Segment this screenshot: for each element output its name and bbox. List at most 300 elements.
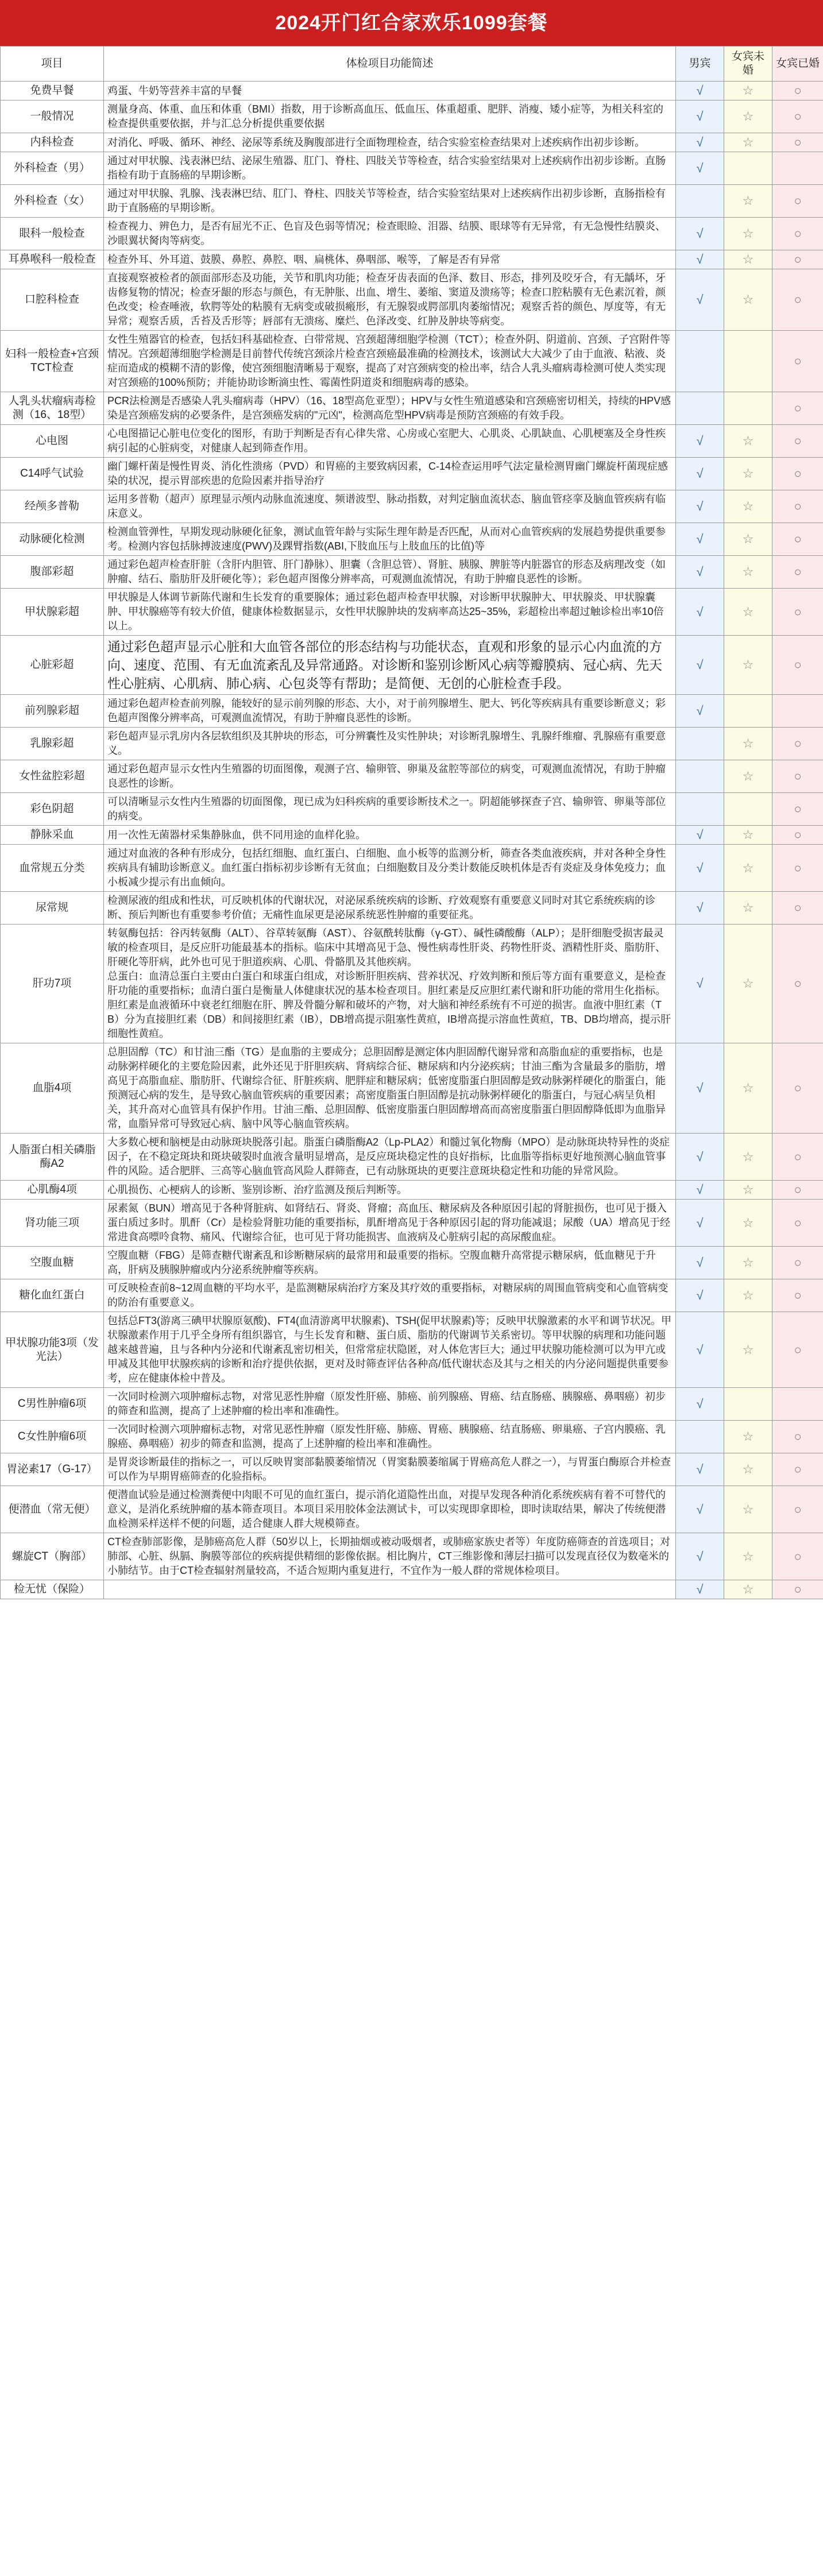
circle-symbol: ○	[794, 604, 802, 619]
circle-symbol: ○	[794, 769, 802, 783]
circle-symbol: ○	[794, 1081, 802, 1095]
female-married-mark	[772, 133, 823, 152]
check-symbol: √	[696, 1502, 704, 1517]
table-row	[1, 331, 823, 392]
circle-symbol: ○	[794, 135, 802, 149]
table-row	[1, 269, 823, 331]
check-symbol: √	[696, 532, 704, 546]
female-married-mark	[772, 185, 823, 218]
star-symbol: ☆	[742, 657, 754, 672]
circle-symbol: ○	[794, 109, 802, 123]
male-mark	[676, 1533, 724, 1580]
female-married-mark	[772, 1200, 823, 1247]
female-married-mark	[772, 1043, 823, 1134]
check-symbol: √	[696, 135, 704, 149]
header-female-unmarried: 女宾未婚	[724, 47, 772, 82]
female-married-mark	[772, 1453, 823, 1486]
table-row	[1, 695, 823, 728]
table-row	[1, 1279, 823, 1312]
exam-item-description: 鸡蛋、牛奶等营养丰富的早餐	[104, 82, 676, 100]
exam-item-description: 是胃炎诊断最佳的指标之一，可以反映胃窦部黏膜萎缩情况（胃窦黏膜萎缩属于胃癌高危人群之一），与胃蛋白酶原合并检查可以作为早期胃癌筛查的化验指标。	[104, 1453, 676, 1486]
female-unmarried-mark	[724, 1580, 772, 1599]
exam-item-name: 动脉硬化检测	[1, 523, 104, 556]
female-unmarried-mark	[724, 845, 772, 892]
table-header-row	[1, 47, 823, 82]
male-mark	[676, 695, 724, 728]
female-unmarried-mark	[724, 490, 772, 523]
exam-item-description: 通过对血液的各种有形成分，包括红细胞、血红蛋白、白细胞、血小板等的监测分析，筛查各类血液疾病，并对各种全身性疾病具有辅助诊断意义。血红蛋白指标初步诊断有无贫血；白细胞数目及分类计数能反映机体是否有炎症及身体免疫力；血小板减少提示有出血倾向。	[104, 845, 676, 892]
table-row	[1, 523, 823, 556]
circle-symbol: ○	[794, 1288, 802, 1302]
male-mark	[676, 100, 724, 133]
female-married-mark	[772, 490, 823, 523]
female-married-mark	[772, 1486, 823, 1533]
circle-symbol: ○	[794, 194, 802, 208]
star-symbol: ☆	[742, 1582, 754, 1596]
exam-item-name: 腹部彩超	[1, 556, 104, 589]
female-married-mark	[772, 1247, 823, 1279]
table-row	[1, 133, 823, 152]
male-mark	[676, 892, 724, 925]
male-mark	[676, 1200, 724, 1247]
exam-item-description: 通过彩色超声检查前列腺，能较好的显示前列腺的形态、大小，对于前列腺增生、肥大、钙化等疾病具有重要诊断意义；彩色超声图像分辨率高，可观测血流情况，有助于肿瘤良恶性的诊断。	[104, 695, 676, 728]
female-unmarried-mark	[724, 185, 772, 218]
exam-item-name: 外科检查（男）	[1, 152, 104, 185]
exam-item-name: 空腹血糖	[1, 1247, 104, 1279]
female-married-mark	[772, 589, 823, 636]
check-symbol: √	[696, 1081, 704, 1095]
exam-item-description: CT检查肺部影像，是肺癌高危人群（50岁以上，长期抽烟或被动吸烟者，或肺癌家族史者等）年度防癌筛查的首选项目；对肺部、心脏、纵膈、胸膜等部位的疾病提供精细的影像依据。相比胸片，CT三维影像和薄层扫描可以发现直径仅为数毫米的小肺结节。由于CT检查辐射剂量较高，不适合短期内重复进行，不宜作为一般人群的常规体检项目。	[104, 1533, 676, 1580]
circle-symbol: ○	[794, 1342, 802, 1357]
male-mark	[676, 1043, 724, 1134]
exam-item-description: 甲状腺是人体调节新陈代谢和生长发育的重要腺体；通过彩色超声检查甲状腺，对诊断甲状腺肿大、甲状腺炎、甲状腺囊肿、甲状腺癌等有较大价值，健康体检数据显示，女性甲状腺肿块的发病率高达25~35%，彩超检出率超过触诊检出率10倍以上。	[104, 589, 676, 636]
star-symbol: ☆	[742, 1182, 754, 1197]
female-married-mark	[772, 1421, 823, 1453]
table-row	[1, 925, 823, 1043]
exam-item-name: 眼科一般检查	[1, 218, 104, 250]
circle-symbol: ○	[794, 434, 802, 448]
exam-item-name: 外科检查（女）	[1, 185, 104, 218]
check-symbol: √	[696, 604, 704, 619]
circle-symbol: ○	[794, 292, 802, 307]
table-row	[1, 1043, 823, 1134]
check-symbol: √	[696, 161, 704, 175]
male-mark	[676, 523, 724, 556]
table-row	[1, 1388, 823, 1421]
circle-symbol: ○	[794, 736, 802, 751]
female-married-mark	[772, 250, 823, 269]
female-married-mark	[772, 1388, 823, 1421]
female-married-mark	[772, 1533, 823, 1580]
exam-item-description: 一次同时检测六项肿瘤标志物，对常见恶性肿瘤（原发性肝癌、肺癌、胃癌、胰腺癌、结直肠癌、卵巢癌、子宫内膜癌、乳腺癌、鼻咽癌）初步的筛查和监测，提高了上述肿瘤的检出率和准确性。	[104, 1421, 676, 1453]
circle-symbol: ○	[794, 1502, 802, 1517]
female-unmarried-mark	[724, 1533, 772, 1580]
female-married-mark	[772, 892, 823, 925]
female-married-mark	[772, 82, 823, 100]
female-unmarried-mark	[724, 925, 772, 1043]
star-symbol: ☆	[742, 604, 754, 619]
male-mark	[676, 490, 724, 523]
male-mark	[676, 1312, 724, 1388]
star-symbol: ☆	[742, 1502, 754, 1517]
table-row	[1, 1181, 823, 1200]
header-item: 项目	[1, 47, 104, 82]
exam-item-description: 幽门螺杆菌是慢性胃炎、消化性溃疡（PVD）和胃癌的主要致病因素，C-14检查运用呼气法定量检测胃幽门螺旋杆菌现症感染的状况，提示胃部疾患的危险因素并指导治疗	[104, 458, 676, 490]
table-row	[1, 1247, 823, 1279]
table-row	[1, 100, 823, 133]
male-mark	[676, 793, 724, 826]
exam-item-description: 对消化、呼吸、循环、神经、泌尿等系统及胸腹部进行全面物理检查，结合实验室检查结果对上述疾病作出初步诊断。	[104, 133, 676, 152]
star-symbol: ☆	[742, 466, 754, 481]
exam-item-name: 糖化血红蛋白	[1, 1279, 104, 1312]
female-married-mark	[772, 392, 823, 425]
table-row	[1, 82, 823, 100]
exam-item-name: 耳鼻喉科一般检查	[1, 250, 104, 269]
female-unmarried-mark	[724, 760, 772, 793]
exam-item-description: 通过彩色超声显示女性内生殖器的切面图像，观测子宫、输卵管、卵巢及盆腔等部位的病变，可观测血流情况，有助于肿瘤良恶性的诊断。	[104, 760, 676, 793]
star-symbol: ☆	[742, 1255, 754, 1270]
circle-symbol: ○	[794, 1215, 802, 1230]
table-row	[1, 1200, 823, 1247]
table-row	[1, 185, 823, 218]
circle-symbol: ○	[794, 900, 802, 915]
exam-item-description: 通过对甲状腺、浅表淋巴结、泌尿生殖器、肛门、脊柱、四肢关节等检查，结合实验室结果对上述疾病作出初步诊断。直肠指检有助于直肠癌的早期诊断。	[104, 152, 676, 185]
female-married-mark	[772, 793, 823, 826]
male-mark	[676, 1247, 724, 1279]
female-unmarried-mark	[724, 392, 772, 425]
female-unmarried-mark	[724, 152, 772, 185]
female-unmarried-mark	[724, 556, 772, 589]
check-symbol: √	[696, 83, 704, 98]
male-mark	[676, 1181, 724, 1200]
star-symbol: ☆	[742, 226, 754, 241]
exam-item-description: 检查视力、辨色力，是否有屈光不正、色盲及色弱等情况；检查眼睑、泪器、结膜、眼球等有无异常，有无急慢性结膜炎、沙眼翼状胬肉等病变。	[104, 218, 676, 250]
female-unmarried-mark	[724, 793, 772, 826]
female-unmarried-mark	[724, 636, 772, 695]
star-symbol: ☆	[742, 1149, 754, 1164]
male-mark	[676, 845, 724, 892]
exam-item-description: 运用多普勒（超声）原理显示颅内动脉血流速度、频谱波型、脉动指数，对判定脑血流状态、脑血管痉挛及脑血管疾病有临床意义。	[104, 490, 676, 523]
female-married-mark	[772, 1181, 823, 1200]
check-symbol: √	[696, 657, 704, 672]
table-row	[1, 1580, 823, 1599]
female-married-mark	[772, 1134, 823, 1181]
package-title: 2024开门红合家欢乐1099套餐	[0, 0, 823, 46]
circle-symbol: ○	[794, 802, 802, 816]
check-symbol: √	[696, 499, 704, 513]
female-unmarried-mark	[724, 133, 772, 152]
table-row	[1, 250, 823, 269]
exam-item-description: 便潜血试验是通过检测粪便中肉眼不可见的血红蛋白，提示消化道隐性出血，对提早发现各种消化系统疾病有着不可替代的意义，是消化系统肿瘤的基本筛查项目。本项目采用胶体金法测试卡，可以实现即拿即检，即时读取结果，解决了传统便潜血检测采样送样不便的问题，适合健康人群大规模筛查。	[104, 1486, 676, 1533]
female-unmarried-mark	[724, 1181, 772, 1200]
exam-item-name: 妇科一般检查+宫颈TCT检查	[1, 331, 104, 392]
exam-item-name: 尿常规	[1, 892, 104, 925]
exam-item-name: 人脂蛋白相关磷脂酶A2	[1, 1134, 104, 1181]
female-unmarried-mark	[724, 826, 772, 845]
exam-item-description: 检测血管弹性，早期发现动脉硬化征象，测试血管年龄与实际生理年龄是否匹配，从而对心血管疾病的发展趋势提供重要参考。检测内容包括脉搏波速度(PWV)及踝臂指数(ABI,下肢血压与上肢血压的比值)等	[104, 523, 676, 556]
exam-item-name: 口腔科检查	[1, 269, 104, 331]
check-symbol: √	[696, 900, 704, 915]
table-row	[1, 425, 823, 458]
exam-item-name: 胃泌素17（G-17）	[1, 1453, 104, 1486]
exam-item-description: 检测尿液的组成和性状，可反映机体的代谢状况，对泌尿系统疾病的诊断、疗效观察有重要意义同时对其它系统疾病的诊断、预后判断也有重要参考价值；无痛性血尿更是泌尿系统恶性肿瘤的重要征兆。	[104, 892, 676, 925]
table-row	[1, 760, 823, 793]
exam-item-description: 总胆固醇（TC）和甘油三酯（TG）是血脂的主要成分；总胆固醇是测定体内胆固醇代谢异常和高脂血症的重要指标，也是动脉粥样硬化的主要危险因素，此外还见于肝胆疾病、肾病综合征、糖尿病和内分泌疾病；甘油三酯为含量最多的脂肪，增高见于高脂血症、脂肪肝、代谢综合征、肝脏疾病、肥胖症和糖尿病；低密度脂蛋白胆固醇是致动脉粥样硬化的脂蛋白，能预测冠心病的发生，是导致心脑血管疾病的重要因素；高密度脂蛋白胆固醇是抗动脉粥样硬化的脂蛋白，与冠心病呈负相关，其升高对心血管具有保护作用。甘油三酯、总胆固醇、低密度脂蛋白胆固醇增高而高密度脂蛋白胆固醇降低即为血脂异常，血脂异常可导致冠心病、脑中风等心脑血管疾病。	[104, 1043, 676, 1134]
male-mark	[676, 728, 724, 760]
female-married-mark	[772, 218, 823, 250]
circle-symbol: ○	[794, 1462, 802, 1476]
circle-symbol: ○	[794, 564, 802, 579]
exam-item-name: 女性盆腔彩超	[1, 760, 104, 793]
circle-symbol: ○	[794, 401, 802, 415]
table-row	[1, 728, 823, 760]
circle-symbol: ○	[794, 466, 802, 481]
exam-item-description: 检查外耳、外耳道、鼓膜、鼻腔、鼻腔、咽、扁桃体、鼻咽部、喉等，了解是否有异常	[104, 250, 676, 269]
female-unmarried-mark	[724, 695, 772, 728]
exam-item-description: 心肌损伤、心梗病人的诊断、鉴别诊断、治疗监测及预后判断等。	[104, 1181, 676, 1200]
check-symbol: √	[696, 292, 704, 307]
male-mark	[676, 589, 724, 636]
exam-item-name: 心肌酶4项	[1, 1181, 104, 1200]
star-symbol: ☆	[742, 499, 754, 513]
check-symbol: √	[696, 109, 704, 123]
exam-item-description: 一次同时检测六项肿瘤标志物，对常见恶性肿瘤（原发性肝癌、肺癌、前列腺癌、胃癌、结直肠癌、胰腺癌、鼻咽癌）初步的筛查和监测，提高了上述肿瘤的检出率和准确性。	[104, 1388, 676, 1421]
table-row	[1, 845, 823, 892]
star-symbol: ☆	[742, 1342, 754, 1357]
female-married-mark	[772, 425, 823, 458]
female-unmarried-mark	[724, 82, 772, 100]
female-unmarried-mark	[724, 523, 772, 556]
female-married-mark	[772, 760, 823, 793]
exam-item-description: PCR法检测是否感染人乳头瘤病毒（HPV）（16、18型高危亚型）；HPV与女性生殖道感染和宫颈癌密切相关，持续的HPV感染是宫颈癌发病的必要条件，是宫颈癌发病的"元凶"，检测高危型HPV病毒是预防宫颈癌的有效手段。	[104, 392, 676, 425]
star-symbol: ☆	[742, 900, 754, 915]
exam-item-name: 乳腺彩超	[1, 728, 104, 760]
exam-item-description: 心电图描记心脏电位变化的图形，有助于判断是否有心律失常、心房或心室肥大、心肌炎、心肌缺血、心肌梗塞及全身性疾病引起的心脏病变，对健康人起到筛查作用。	[104, 425, 676, 458]
female-unmarried-mark	[724, 1134, 772, 1181]
star-symbol: ☆	[742, 769, 754, 783]
circle-symbol: ○	[794, 1255, 802, 1270]
male-mark	[676, 636, 724, 695]
female-unmarried-mark	[724, 269, 772, 331]
exam-item-name: 心脏彩超	[1, 636, 104, 695]
table-row	[1, 1453, 823, 1486]
star-symbol: ☆	[742, 83, 754, 98]
female-unmarried-mark	[724, 589, 772, 636]
male-mark	[676, 1421, 724, 1453]
check-symbol: √	[696, 1462, 704, 1476]
table-row	[1, 826, 823, 845]
exam-item-name: 甲状腺彩超	[1, 589, 104, 636]
male-mark	[676, 250, 724, 269]
female-married-mark	[772, 331, 823, 392]
male-mark	[676, 425, 724, 458]
exam-item-name: 静脉采血	[1, 826, 104, 845]
female-unmarried-mark	[724, 1421, 772, 1453]
star-symbol: ☆	[742, 109, 754, 123]
check-symbol: √	[696, 976, 704, 991]
exam-item-name: 肾功能三项	[1, 1200, 104, 1247]
male-mark	[676, 392, 724, 425]
female-unmarried-mark	[724, 892, 772, 925]
female-unmarried-mark	[724, 331, 772, 392]
star-symbol: ☆	[742, 434, 754, 448]
male-mark	[676, 152, 724, 185]
check-symbol: √	[696, 1255, 704, 1270]
star-symbol: ☆	[742, 1288, 754, 1302]
female-unmarried-mark	[724, 1312, 772, 1388]
check-symbol: √	[696, 1288, 704, 1302]
circle-symbol: ○	[794, 1582, 802, 1596]
table-row	[1, 892, 823, 925]
star-symbol: ☆	[742, 827, 754, 842]
exam-item-name: 一般情况	[1, 100, 104, 133]
female-married-mark	[772, 523, 823, 556]
circle-symbol: ○	[794, 252, 802, 266]
circle-symbol: ○	[794, 532, 802, 546]
circle-symbol: ○	[794, 499, 802, 513]
female-unmarried-mark	[724, 425, 772, 458]
exam-item-name: C14呼气试验	[1, 458, 104, 490]
exam-item-name: 螺旋CT（胸部）	[1, 1533, 104, 1580]
male-mark	[676, 1453, 724, 1486]
circle-symbol: ○	[794, 1182, 802, 1197]
female-unmarried-mark	[724, 1453, 772, 1486]
exam-item-name: 免费早餐	[1, 82, 104, 100]
exam-item-description: 通过彩色超声显示心脏和大血管各部位的形态结构与功能状态，直观和形象的显示心内血流的方向、速度、范围、有无血流紊乱及异常通路。对诊断和鉴别诊断风心病等瓣膜病、冠心病、先天性心脏病、心肌病、肺心病、心包炎等有帮助；是简便、无创的心脏检查手段。	[104, 636, 676, 695]
star-symbol: ☆	[742, 976, 754, 991]
exam-item-name: 检无忧（保险）	[1, 1580, 104, 1599]
table-row	[1, 793, 823, 826]
check-symbol: √	[696, 703, 704, 718]
female-married-mark	[772, 695, 823, 728]
male-mark	[676, 185, 724, 218]
male-mark	[676, 133, 724, 152]
male-mark	[676, 925, 724, 1043]
exam-item-name: 肝功7项	[1, 925, 104, 1043]
female-unmarried-mark	[724, 250, 772, 269]
female-unmarried-mark	[724, 728, 772, 760]
exam-item-description: 女性生殖器官的检查，包括妇科基础检查、白带常规、宫颈超薄细胞学检测（TCT）；检查外阴、阴道前、宫颈、子宫附件等情况。宫颈超薄细胞学检测是目前替代传统宫颈涂片检查宫颈癌最准确的检测技术，该测试大大减少了由于血液、粘液、炎症而造成的模糊不清的影像，使宫颈细胞清晰易于观察，提高了对宫颈病变的检出率，结合人乳头瘤病毒检测可使人类实现对宫颈癌的100%预防；并能协助诊断滴虫性、霉菌性阴道炎和细胞病毒的感染。	[104, 331, 676, 392]
exam-item-name: 血常规五分类	[1, 845, 104, 892]
exam-item-description: 转氨酶包括：谷丙转氨酶（ALT）、谷草转氨酶（AST）、谷氨酰转肽酶（γ-GT）、碱性磷酸酶（ALP）；是肝细胞受损害最灵敏的检查项目，是反应肝功能最基本的指标。临床中其增高见于急、慢性病毒性肝炎、药物性肝炎、酒精性肝炎、脂肪肝、肝硬化等肝病，此外也可见于胆道疾病、心肌、骨骼肌及其他疾病。 总蛋白：血清总蛋白主要由白蛋白和球蛋白组成，对诊断肝胆疾病、营养状况、疗效判断和预后等方面有重要意义，是检查肝功能的重要指标；血清白蛋白是衡量人体健康状况的基本检查项目。胆红素是反应胆红素代谢和肝功能的常用生化指标。胆红素是血液循环中衰老红细胞在肝、脾及骨髓分解和破坏的产物，对大脑和神经系统有不可逆的损害。血液中胆红素（TB）分为直接胆红素（DB）和间接胆红素（IB），DB增高提示阻塞性黄疸，IB增高提示溶血性黄疸，TB、DB均增高，提示肝细胞性黄疸。	[104, 925, 676, 1043]
check-symbol: √	[696, 1342, 704, 1357]
star-symbol: ☆	[742, 1549, 754, 1564]
table-row	[1, 1312, 823, 1388]
circle-symbol: ○	[794, 226, 802, 241]
female-married-mark	[772, 826, 823, 845]
circle-symbol: ○	[794, 1549, 802, 1564]
male-mark	[676, 82, 724, 100]
check-symbol: √	[696, 1397, 704, 1411]
check-symbol: √	[696, 564, 704, 579]
male-mark	[676, 826, 724, 845]
check-symbol: √	[696, 1549, 704, 1564]
female-married-mark	[772, 1279, 823, 1312]
exam-item-name: 甲状腺功能3项（发光法）	[1, 1312, 104, 1388]
star-symbol: ☆	[742, 1429, 754, 1444]
table-row	[1, 636, 823, 695]
female-unmarried-mark	[724, 1486, 772, 1533]
female-unmarried-mark	[724, 1388, 772, 1421]
table-row	[1, 589, 823, 636]
header-female-married: 女宾已婚	[772, 47, 823, 82]
table-row	[1, 458, 823, 490]
star-symbol: ☆	[742, 860, 754, 875]
check-symbol: √	[696, 827, 704, 842]
exam-item-description: 直接观察被检者的颌面部形态及功能，关节和肌肉功能；检查牙齿表面的色泽、数目、形态，排列及咬牙合，有无龋坏，牙齿修复物的情况；检查牙龈的形态与颜色，有无肿胀、出血、增生、萎缩、窦道及溃疡等；检查口腔粘膜有无色素沉着，颜色改变；检查唾液，软腭等处的粘膜有无病变或破损瘢形，有无腺裂或腭部肌肉萎缩情况；观察舌苔的颜色、厚度等，有无异常；观察舌质，舌苔及舌形等；唇部有无溃疡、糜烂、色泽改变、红肿及肿块等病变。	[104, 269, 676, 331]
exam-item-description: 空腹血糖（FBG）是筛查糖代谢紊乱和诊断糖尿病的最常用和最重要的指标。空腹血糖升高常提示糖尿病，低血糖见于升高，肝病及胰腺肿瘤或内分泌系统肿瘤等疾病。	[104, 1247, 676, 1279]
check-symbol: √	[696, 1215, 704, 1230]
star-symbol: ☆	[742, 1081, 754, 1095]
table-row	[1, 1533, 823, 1580]
check-symbol: √	[696, 252, 704, 266]
female-married-mark	[772, 728, 823, 760]
table-row	[1, 556, 823, 589]
female-married-mark	[772, 152, 823, 185]
female-married-mark	[772, 636, 823, 695]
exam-item-description: 测量身高、体重、血压和体重（BMI）指数，用于诊断高血压、低血压、体重超重、肥胖、消瘦、矮小症等，为相关科室的检查提供重要依据，并与汇总分析提供重要依据	[104, 100, 676, 133]
exam-item-name: 便潜血（常无便）	[1, 1486, 104, 1533]
circle-symbol: ○	[794, 860, 802, 875]
female-married-mark	[772, 845, 823, 892]
exam-item-name: C男性肿瘤6项	[1, 1388, 104, 1421]
female-married-mark	[772, 458, 823, 490]
exam-item-name: 经颅多普勒	[1, 490, 104, 523]
star-symbol: ☆	[742, 292, 754, 307]
exam-item-description: 可以清晰显示女性内生殖器的切面图像，现已成为妇科疾病的重要诊断技术之一。阴超能够探查子宫、输卵管、卵巢等部位的病变。	[104, 793, 676, 826]
female-married-mark	[772, 1312, 823, 1388]
table-row	[1, 490, 823, 523]
male-mark	[676, 1134, 724, 1181]
star-symbol: ☆	[742, 135, 754, 149]
circle-symbol: ○	[794, 83, 802, 98]
check-symbol: √	[696, 434, 704, 448]
header-male: 男宾	[676, 47, 724, 82]
female-married-mark	[772, 100, 823, 133]
exam-item-description: 大多数心梗和脑梗是由动脉斑块脱落引起。脂蛋白磷脂酶A2（Lp-PLA2）和髓过氧化物酶（MPO）是动脉斑块特异性的炎症因子，在不稳定斑块和斑块破裂时血液含量明显增高，是反应斑块稳定性的良好指标，比血脂等指标更好地预测心脑血管事件的风险。适合肥胖、三高等心脑血管高风险人群筛查，已有动脉斑块的更要注意斑块稳定性和功能的异常风险。	[104, 1134, 676, 1181]
exam-item-name: 血脂4项	[1, 1043, 104, 1134]
circle-symbol: ○	[794, 657, 802, 672]
circle-symbol: ○	[794, 1149, 802, 1164]
table-row	[1, 1421, 823, 1453]
female-unmarried-mark	[724, 1279, 772, 1312]
female-unmarried-mark	[724, 100, 772, 133]
check-symbol: √	[696, 1149, 704, 1164]
female-unmarried-mark	[724, 458, 772, 490]
male-mark	[676, 556, 724, 589]
exam-item-description: 通过彩色超声检查肝脏（含肝内胆管、肝门静脉）、胆囊（含胆总管）、肾脏、胰腺、脾脏等内脏器官的形态及病理改变（如肿瘤、结石、脂肪肝及肝硬化等）；彩色超声图像分辨率高，可观测血流情况，有助于肿瘤良恶性的诊断。	[104, 556, 676, 589]
exam-item-description: 尿素氮（BUN）增高见于各种肾脏病、如肾结石、肾炎、肾瘤；高血压、糖尿病及各种原因引起的肾脏损伤，也可见于摄入蛋白质过多时。肌酐（Cr）是检验肾脏功能的重要指标，肌酐增高见于各种原因引起的肾功能减退；尿酸（UA）增高见于经常进食高嘌呤食物、痛风、代谢综合征，也可见于肾功能损害、血液病及心脏病引起的高尿酸血症。	[104, 1200, 676, 1247]
male-mark	[676, 1279, 724, 1312]
exam-item-description: 通过对甲状腺、乳腺、浅表淋巴结、肛门、脊柱、四肢关节等检查，结合实验室结果对上述疾病作出初步诊断，直肠指检有助于直肠癌的早期诊断。	[104, 185, 676, 218]
exam-item-name: 人乳头状瘤病毒检测（16、18型）	[1, 392, 104, 425]
exam-item-name: 内科检查	[1, 133, 104, 152]
check-symbol: √	[696, 1182, 704, 1197]
exam-item-name: C女性肿瘤6项	[1, 1421, 104, 1453]
female-unmarried-mark	[724, 1200, 772, 1247]
star-symbol: ☆	[742, 564, 754, 579]
male-mark	[676, 1388, 724, 1421]
male-mark	[676, 1580, 724, 1599]
exam-item-name: 心电图	[1, 425, 104, 458]
exam-item-description: 用一次性无菌器材采集静脉血，供不同用途的血样化验。	[104, 826, 676, 845]
female-married-mark	[772, 1580, 823, 1599]
male-mark	[676, 218, 724, 250]
table-row	[1, 392, 823, 425]
circle-symbol: ○	[794, 827, 802, 842]
star-symbol: ☆	[742, 532, 754, 546]
check-symbol: √	[696, 860, 704, 875]
